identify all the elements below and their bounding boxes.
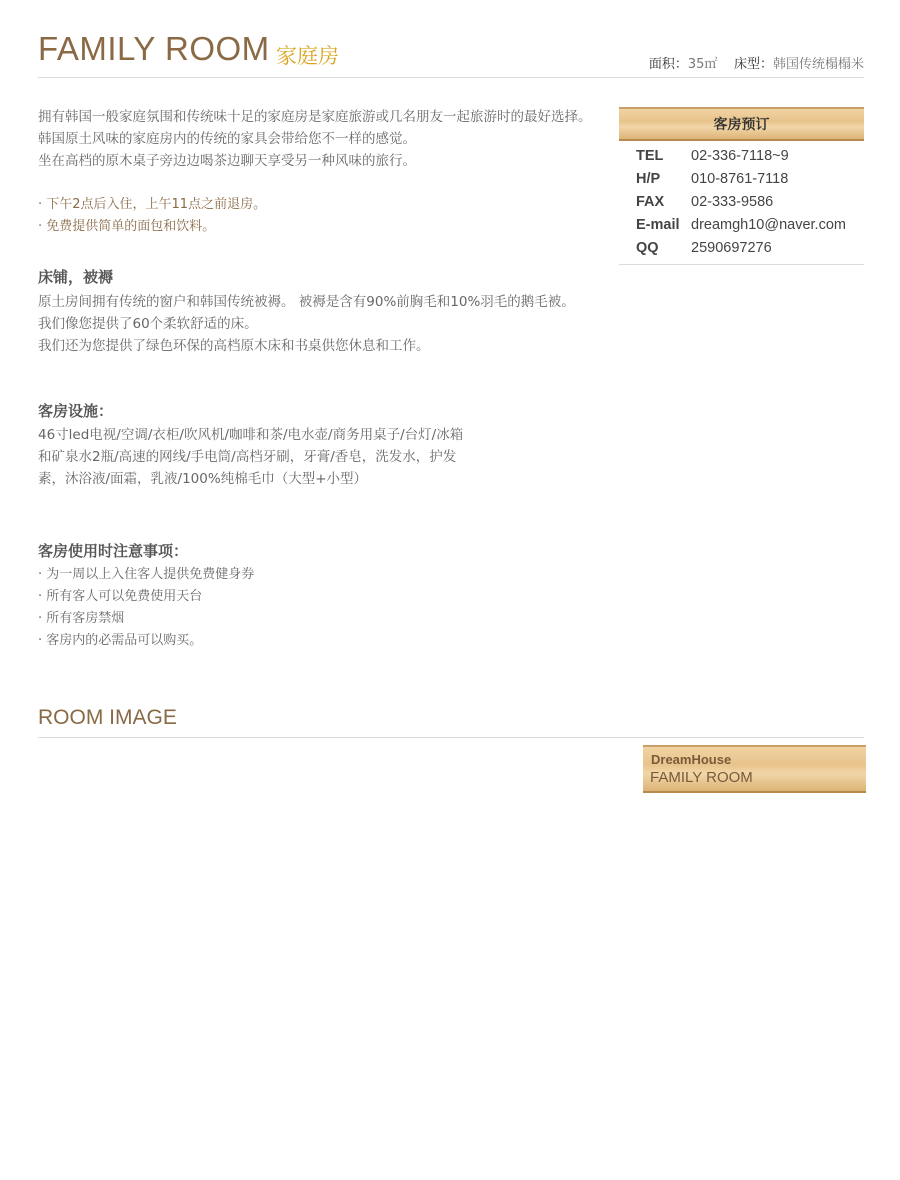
contact-label: H/P bbox=[636, 171, 661, 187]
contact-list bbox=[636, 145, 846, 260]
contact-value: 010-8761-7118 bbox=[691, 171, 789, 187]
bed-value: 韩国传统榻榻米 bbox=[772, 57, 864, 72]
bedding-text bbox=[38, 291, 613, 357]
bed-label: 床型： bbox=[733, 57, 773, 72]
checkin-note: · 下午2点后入住，上午11点之前退房。 bbox=[38, 197, 267, 212]
room-image-title: ROOM IMAGE bbox=[38, 706, 177, 729]
contact-row-qq bbox=[636, 237, 846, 260]
contact-value: 02-333-9586 bbox=[691, 194, 774, 210]
intro-line: 拥有韩国一般家庭氛围和传统味十足的家庭房是家庭旅游或几名朋友一起旅游时的最好选择。 bbox=[38, 109, 592, 125]
contact-value: dreamgh10@naver.com bbox=[691, 217, 846, 233]
bedding-line: 我们还为您提供了绿色环保的高档原木床和书桌供您休息和工作。 bbox=[38, 338, 430, 354]
reservation-header bbox=[619, 107, 864, 141]
contact-value: 2590697276 bbox=[691, 240, 772, 256]
contact-label: QQ bbox=[636, 240, 659, 256]
page-title-cn: 家庭房 bbox=[276, 44, 339, 68]
room-image-divider bbox=[38, 737, 864, 738]
area-value: 35㎡ bbox=[687, 57, 718, 72]
notice-title: 客房使用时注意事项： bbox=[38, 542, 189, 560]
intro-notes bbox=[38, 194, 266, 238]
reservation-title: 客房预订 bbox=[713, 117, 770, 133]
facilities-line: 素，沐浴液/面霜，乳液/100%纯棉毛巾（大型+小型） bbox=[38, 471, 368, 487]
contact-row-email bbox=[636, 214, 846, 237]
contact-label: FAX bbox=[636, 194, 665, 210]
facilities-title: 客房设施： bbox=[38, 402, 114, 420]
area-label: 面积： bbox=[648, 57, 688, 72]
intro-line: 坐在高档的原木桌子旁边边喝茶边聊天享受另一种风味的旅行。 bbox=[38, 153, 416, 169]
badge-brand: DreamHouse bbox=[651, 752, 732, 767]
room-badge bbox=[643, 745, 866, 793]
notice-item: · 所有客人可以免费使用天台 bbox=[38, 589, 203, 604]
contact-row-tel bbox=[636, 145, 846, 168]
facilities-line: 46寸led电视/空调/衣柜/吹风机/咖啡和茶/电水壶/商务用桌子/台灯/冰箱 bbox=[38, 427, 464, 443]
notice-item: · 客房内的必需品可以购买。 bbox=[38, 633, 203, 648]
breakfast-note: · 免费提供简单的面包和饮料。 bbox=[38, 219, 216, 234]
contact-row-fax bbox=[636, 191, 846, 214]
room-specs bbox=[649, 53, 864, 72]
page-title-en: FAMILY ROOM bbox=[38, 30, 270, 67]
notice-list bbox=[38, 564, 254, 652]
contact-value: 02-336-7118~9 bbox=[691, 148, 789, 164]
badge-room-name: FAMILY ROOM bbox=[650, 769, 753, 786]
facilities-text bbox=[38, 424, 538, 490]
bedding-line: 我们像您提供了60个柔软舒适的床。 bbox=[38, 316, 258, 332]
bedding-title: 床铺，被褥 bbox=[38, 268, 114, 286]
contact-divider bbox=[619, 264, 864, 265]
bedding-line: 原土房间拥有传统的窗户和韩国传统被褥。 被褥是含有90%前胸毛和10%羽毛的鹅毛被。 bbox=[38, 294, 575, 310]
notice-item: · 为一周以上入住客人提供免费健身券 bbox=[38, 567, 255, 582]
facilities-line: 和矿泉水2瓶/高速的网线/手电筒/高档牙刷，牙膏/香皂，洗发水，护发 bbox=[38, 449, 457, 465]
contact-row-hp bbox=[636, 168, 846, 191]
header-divider bbox=[38, 77, 864, 78]
contact-label: TEL bbox=[636, 148, 664, 164]
intro-line: 韩国原土风味的家庭房内的传统的家具会带给您不一样的感觉。 bbox=[38, 131, 416, 147]
intro-text bbox=[38, 106, 613, 172]
notice-item: · 所有客房禁烟 bbox=[38, 611, 125, 626]
contact-label: E-mail bbox=[636, 217, 680, 233]
